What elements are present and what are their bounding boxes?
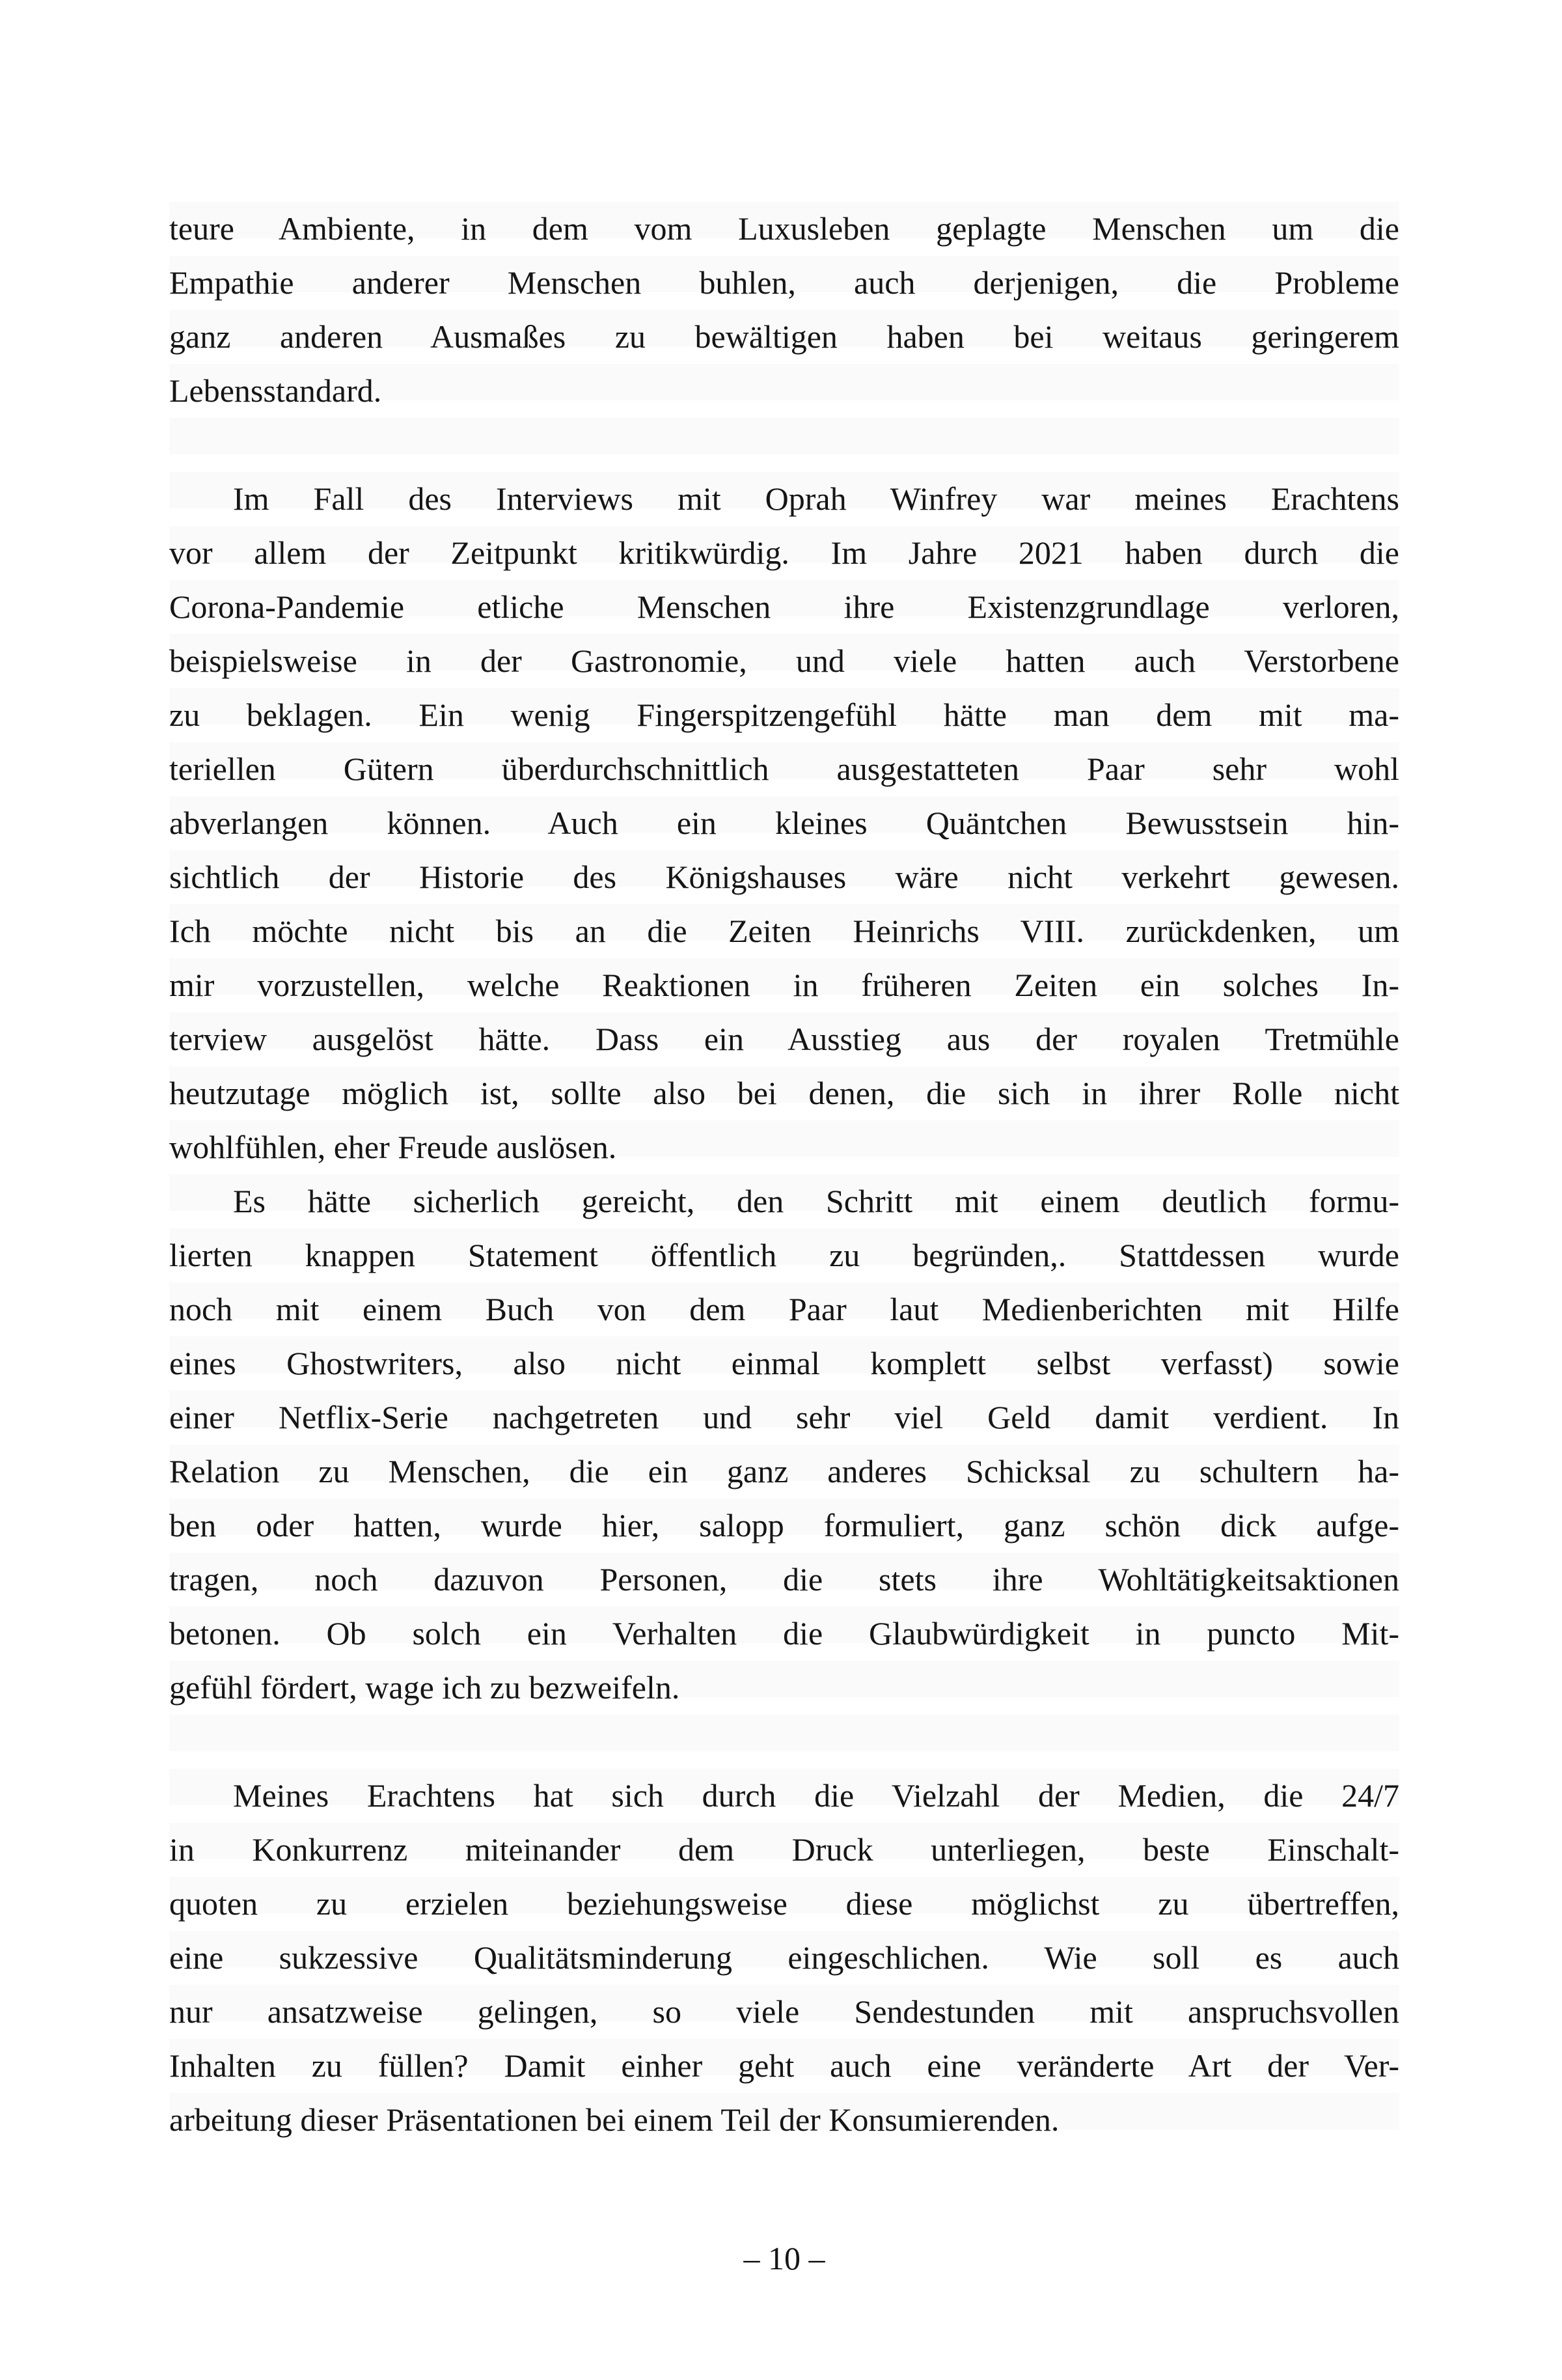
text-line: zu beklagen. Ein wenig Fingerspitzengefühl hätte man dem mit ma- (169, 697, 1399, 733)
text-line: teriellen Gütern überdurchschnittlich ausgestatteten Paar sehr wohl (169, 751, 1399, 787)
text-line: Meines Erachtens hat sich durch die Vielzahl der Medien, die 24/7 (233, 1777, 1399, 1814)
text-line: beispielsweise in der Gastronomie, und viele hatten auch Verstorbene (169, 643, 1399, 679)
text-line: sichtlich der Historie des Königshauses wäre nicht verkehrt gewesen. (169, 859, 1399, 895)
text-line: einer Netflix-Serie nachgetreten und sehr viel Geld damit verdient. In (169, 1399, 1399, 1435)
paragraph-4 (169, 1769, 1399, 2147)
text-line: Im Fall des Interviews mit Oprah Winfrey war meines Erachtens (233, 480, 1399, 517)
text-line: eines Ghostwriters, also nicht einmal komplett selbst verfasst) sowie (169, 1345, 1399, 1381)
text-line: in Konkurrenz miteinander dem Druck unterliegen, beste Einschalt- (169, 1831, 1399, 1868)
text-line: heutzutage möglich ist, sollte also bei denen, die sich in ihrer Rolle nicht (169, 1075, 1399, 1111)
text-line: vor allem der Zeitpunkt kritikwürdig. Im Jahre 2021 haben durch die (169, 534, 1399, 571)
text-line: ben oder hatten, wurde hier, salopp formuliert, ganz schön dick aufge- (169, 1507, 1399, 1543)
paragraph-2 (169, 472, 1399, 1174)
text-line: Corona-Pandemie etliche Menschen ihre Existenzgrundlage verloren, (169, 588, 1399, 625)
text-line: tragen, noch dazuvon Personen, die stets ihre Wohltätigkeitsaktionen (169, 1561, 1399, 1598)
text-line: abverlangen können. Auch ein kleines Quäntchen Bewusstsein hin- (169, 805, 1399, 841)
text-line: ganz anderen Ausmaßes zu bewältigen haben bei weitaus geringerem (169, 318, 1399, 355)
text-line: Relation zu Menschen, die ein ganz anderes Schicksal zu schultern ha- (169, 1453, 1399, 1489)
text-line: quoten zu erzielen beziehungsweise diese möglichst zu übertreffen, (169, 1885, 1399, 1922)
text-line: teure Ambiente, in dem vom Luxusleben geplagte Menschen um die (169, 210, 1399, 247)
text-line: Es hätte sicherlich gereicht, den Schritt mit einem deutlich formu- (233, 1183, 1399, 1219)
text-line: terview ausgelöst hätte. Dass ein Ausstieg aus der royalen Tretmühle (169, 1021, 1399, 1057)
page-number: – 10 – (743, 2240, 825, 2276)
text-line: lierten knappen Statement öffentlich zu begründen,. Stattdessen wurde (169, 1237, 1399, 1273)
text-line: nur ansatzweise gelingen, so viele Sendestunden mit anspruchsvollen (169, 1993, 1399, 2030)
text-line: eine sukzessive Qualitätsminderung eingeschlichen. Wie soll es auch (169, 1939, 1399, 1976)
text-block (169, 202, 1399, 2147)
paragraph-3 (169, 1174, 1399, 1715)
paragraph-1 (169, 202, 1399, 418)
text-line: mir vorzustellen, welche Reaktionen in früheren Zeiten ein solches In- (169, 967, 1399, 1003)
text-line: Empathie anderer Menschen buhlen, auch derjenigen, die Probleme (169, 264, 1399, 301)
text-line: wohlfühlen, eher Freude auslösen. (169, 1129, 617, 1165)
text-line: Lebensstandard. (169, 372, 382, 409)
text-line: gefühl fördert, wage ich zu bezweifeln. (169, 1669, 680, 1706)
text-line: betonen. Ob solch ein Verhalten die Glaubwürdigkeit in puncto Mit- (169, 1615, 1399, 1652)
text-line: Ich möchte nicht bis an die Zeiten Heinrichs VIII. zurückdenken, um (169, 913, 1399, 949)
text-line: Inhalten zu füllen? Damit einher geht auch eine veränderte Art der Ver- (169, 2047, 1399, 2084)
text-line: arbeitung dieser Präsentationen bei einem Teil der Konsumierenden. (169, 2101, 1060, 2138)
text-line: noch mit einem Buch von dem Paar laut Medienberichten mit Hilfe (169, 1291, 1399, 1327)
